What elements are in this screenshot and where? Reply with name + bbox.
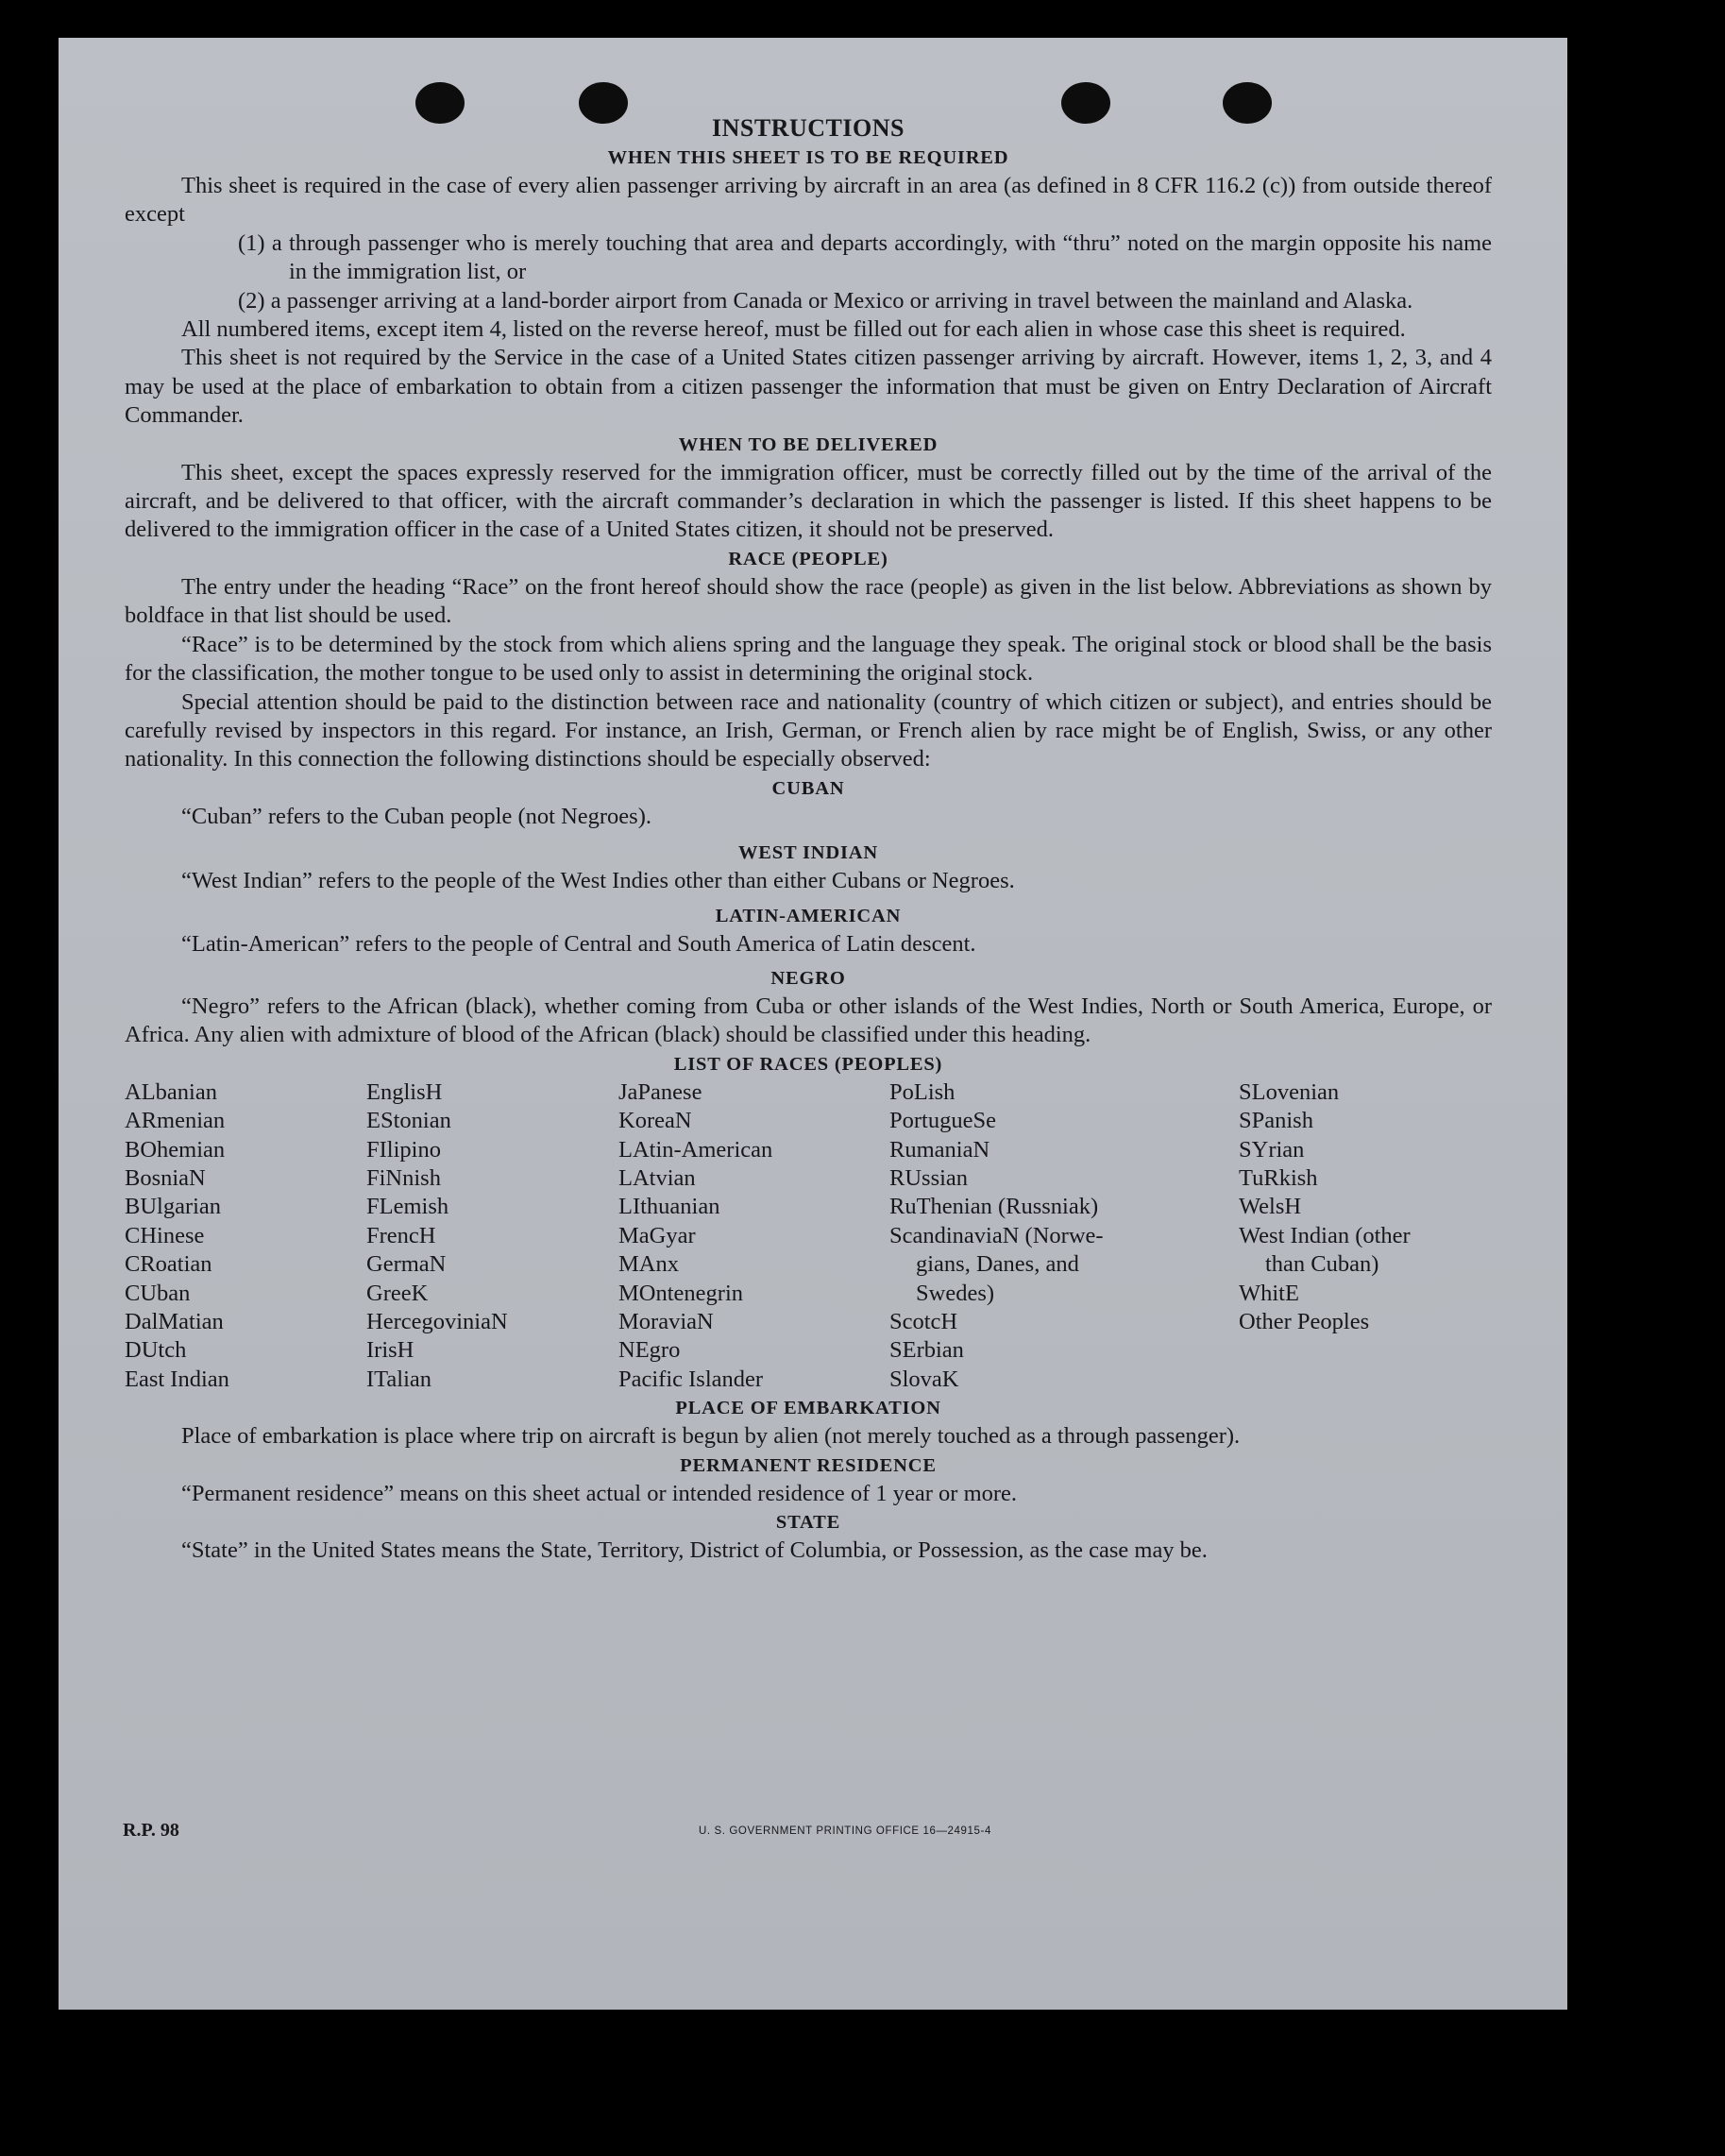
race-entry: CHinese (125, 1222, 205, 1248)
item-text: a passenger arriving at a land-border airport from Canada or Mexico or arriving in travel between the mainland and Alaska. (270, 287, 1413, 314)
race-entry: SPanish (1239, 1108, 1313, 1134)
race-entry: BosniaN (125, 1164, 206, 1191)
race-entry: CRoatian (125, 1251, 212, 1278)
race-entry: SYrian (1239, 1136, 1305, 1163)
race-entry: SLovenian (1239, 1078, 1340, 1105)
race-entry: ALbanian (125, 1078, 217, 1105)
page-footer (123, 1820, 1492, 1848)
heading-cuban: CUBAN (771, 777, 845, 799)
race-entry: JaPanese (618, 1078, 702, 1105)
embarkation-text: Place of embarkation is place where trip on aircraft is begun by alien (not merely touched as a through passenger). (181, 1423, 1241, 1450)
required-para-2: All numbered items, except item 4, listed on the reverse hereof, must be filled out for each alien in whose case this sheet is required. (181, 316, 1406, 343)
delivered-text: This sheet, except the spaces expressly reserved for the immigration officer, must be correctly filled out by the time of the arrival of the aircraft, and be delivered to that officer, with the aircraft commander’s declaration in which the passenger is listed. If this sheet happens to be delivered to the immigration officer in the case of a United States citizen, it should not be preserved. (125, 459, 1492, 543)
race-para-1: The entry under the heading “Race” on the front hereof should show the race (people) as given in the list below. Abbreviations as shown by boldface in that list should be used. (125, 573, 1492, 629)
race-entry: ScotcH (889, 1309, 958, 1334)
heading-place-of-embarkation: PLACE OF EMBARKATION (675, 1398, 941, 1419)
race-entry: FrencH (366, 1222, 436, 1248)
heading-latin-american: LATIN-AMERICAN (715, 905, 902, 926)
race-entry: SErbian (889, 1337, 964, 1364)
instructions-body (125, 113, 1492, 1565)
race-entry: GreeK (366, 1280, 429, 1306)
form-code: R.P. 98 (123, 1820, 179, 1841)
race-entry: EStonian (366, 1108, 451, 1134)
printer-imprint: U. S. GOVERNMENT PRINTING OFFICE 16—24915-4 (699, 1825, 991, 1837)
race-entry: DalMatian (125, 1309, 224, 1334)
race-entry: CUban (125, 1280, 191, 1306)
race-entry: PortugueSe (889, 1108, 996, 1134)
race-entry: Pacific Islander (618, 1366, 764, 1392)
race-para-2: “Race” is to be determined by the stock from which aliens spring and the language they speak. The original stock or blood shall be the basis for the classification, the mother tongue to be used only to assist in determining the original stock. (125, 631, 1492, 687)
race-entry: ScandinaviaN (Norwe- (889, 1222, 1104, 1248)
race-entry: West Indian (other (1239, 1222, 1411, 1248)
west-indian-text: “West Indian” refers to the people of the West Indies other than either Cubans or Negroes. (181, 868, 1015, 894)
required-para-3: This sheet is not required by the Service in the case of a United States citizen passenger arriving by aircraft. However, items 1, 2, 3, and 4 may be used at the place of embarkation to obtain from a citizen passenger the information that must be given on Entry Declaration of Aircraft Commander. (125, 345, 1492, 429)
heading-west-indian: WEST INDIAN (738, 842, 878, 864)
heading-negro: NEGRO (770, 967, 846, 989)
latin-american-text: “Latin-American” refers to the people of Central and South America of Latin descent. (181, 930, 976, 957)
races-column (618, 1078, 889, 1394)
page-title: INSTRUCTIONS (712, 114, 905, 142)
races-column (889, 1078, 1239, 1394)
race-entry: Other Peoples (1239, 1309, 1370, 1334)
race-entry: IrisH (366, 1337, 414, 1364)
heading-when-delivered: WHEN TO BE DELIVERED (678, 433, 939, 455)
race-entry: RumaniaN (889, 1136, 990, 1163)
document-page (59, 38, 1567, 2010)
race-entry: BOhemian (125, 1136, 226, 1163)
race-entry: ARmenian (125, 1108, 226, 1134)
race-entry: NEgro (618, 1337, 681, 1364)
race-entry: TuRkish (1239, 1164, 1318, 1191)
state-text: “State” in the United States means the State, Territory, District of Columbia, or Possession, as the case may be. (181, 1537, 1208, 1564)
race-entry: LIthuanian (618, 1194, 720, 1220)
races-column (125, 1078, 366, 1394)
residence-text: “Permanent residence” means on this sheet actual or intended residence of 1 year or more. (181, 1480, 1018, 1506)
race-entry: ITalian (366, 1366, 432, 1392)
required-intro: This sheet is required in the case of every alien passenger arriving by aircraft in an area (as defined in 8 CFR 116.2 (c)) from outside thereof except (125, 173, 1492, 228)
heading-list-of-races: LIST OF RACES (PEOPLES) (673, 1053, 943, 1075)
race-para-3: Special attention should be paid to the distinction between race and nationality (country of which citizen or subject), and entries should be carefully revised by inspectors in this regard. For instance, an Irish, German, or French alien by race might be of English, Swiss, or any other nationality. In this connection the following distinctions should be especially observed: (125, 688, 1492, 772)
exception-item-1 (125, 229, 1492, 287)
race-entry: DUtch (125, 1337, 187, 1364)
race-entry: MAnx (618, 1251, 679, 1278)
race-entry: than Cuban) (1265, 1251, 1379, 1278)
exception-item-2 (125, 287, 1492, 315)
race-entry: MaGyar (618, 1222, 696, 1248)
race-entry: PoLish (889, 1078, 956, 1105)
race-entry: FLemish (366, 1194, 449, 1220)
race-entry: LAtvian (618, 1164, 696, 1191)
race-entry: MOntenegrin (618, 1280, 743, 1306)
race-entry: WhitE (1239, 1280, 1299, 1306)
race-entry: MoraviaN (618, 1309, 714, 1334)
race-entry: KoreaN (618, 1108, 692, 1134)
heading-when-required: WHEN THIS SHEET IS TO BE REQUIRED (607, 147, 1009, 168)
races-column (366, 1078, 618, 1394)
race-entry: GermaN (366, 1251, 447, 1278)
race-entry: FiNnish (366, 1164, 441, 1191)
race-entry: Swedes) (916, 1280, 995, 1306)
race-entry: SlovaK (889, 1366, 959, 1392)
negro-text: “Negro” refers to the African (black), whether coming from Cuba or other islands of the West Indies, North or South America, Europe, or Africa. Any alien with admixture of blood of the African (black) should be classified under this heading. (125, 993, 1492, 1048)
race-entry: FIlipino (366, 1136, 441, 1163)
race-entry: RuThenian (Russniak) (889, 1194, 1099, 1220)
race-entry: gians, Danes, and (916, 1251, 1079, 1278)
race-entry: East Indian (125, 1366, 229, 1392)
races-table (125, 1078, 1492, 1394)
race-entry: WelsH (1239, 1194, 1302, 1220)
item-number: (1) (238, 229, 265, 256)
heading-race: RACE (PEOPLE) (728, 548, 888, 569)
heading-permanent-residence: PERMANENT RESIDENCE (680, 1454, 937, 1476)
item-number: (2) (238, 287, 265, 314)
race-entry: RUssian (889, 1164, 969, 1191)
races-column (1239, 1078, 1456, 1394)
race-entry: HercegoviniaN (366, 1309, 508, 1334)
race-entry: EnglisH (366, 1078, 443, 1105)
heading-state: STATE (775, 1512, 841, 1534)
item-text: a through passenger who is merely touching that area and departs accordingly, with “thru” noted on the margin opposite his name in the immigration list, or (271, 229, 1493, 285)
race-entry: BUlgarian (125, 1194, 222, 1220)
cuban-text: “Cuban” refers to the Cuban people (not Negroes). (181, 803, 651, 829)
race-entry: LAtin-American (618, 1136, 773, 1163)
